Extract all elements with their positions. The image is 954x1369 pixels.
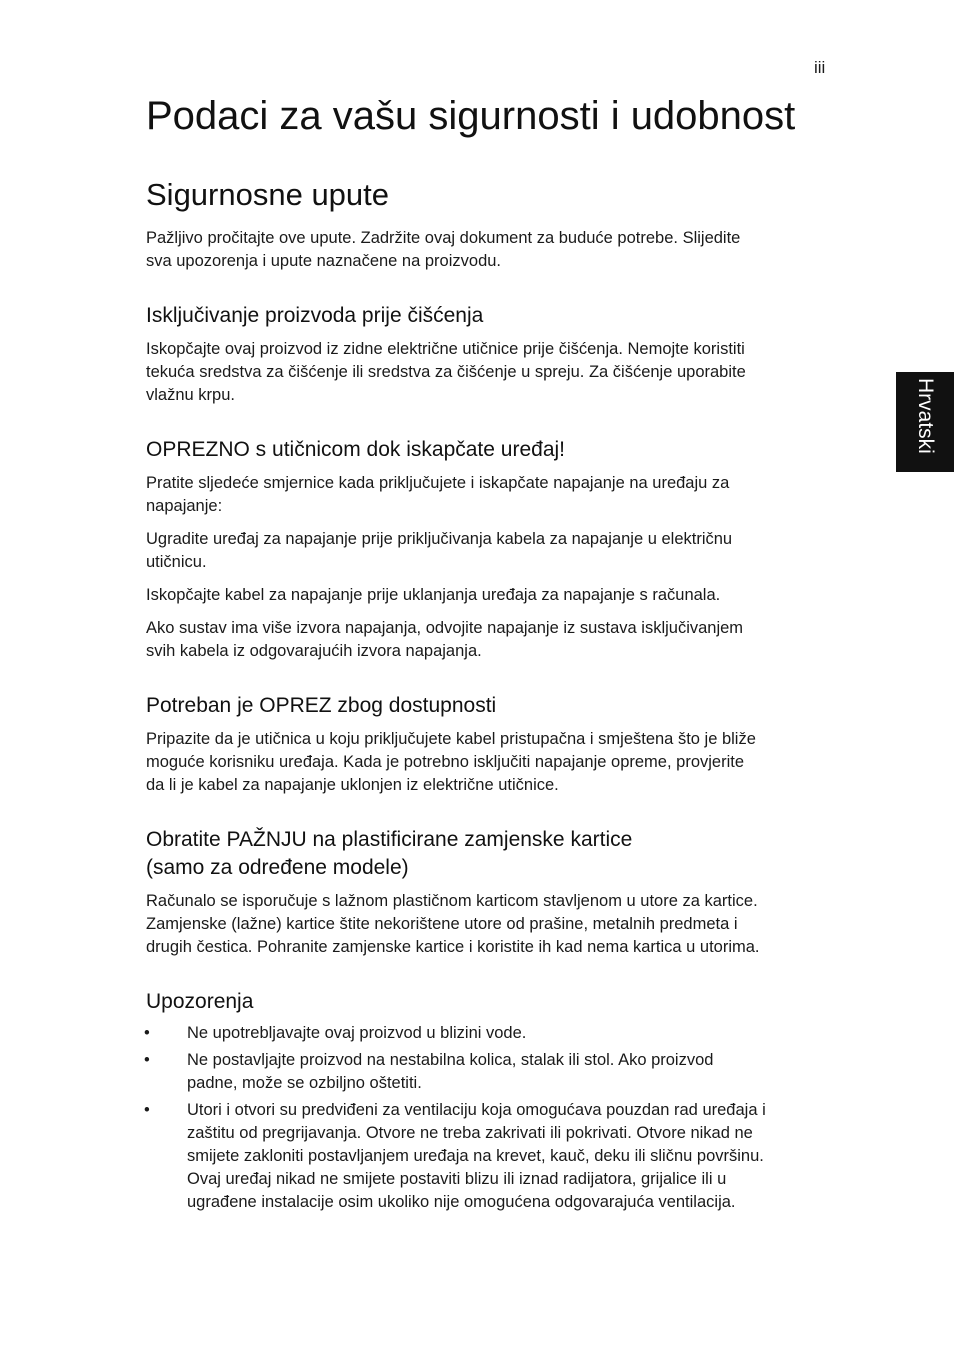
cards-paragraph: Računalo se isporučuje s lažnom plastičnom karticom stavljenom u utore za kartice. Zamjenske (lažne) kartice štite nekorištene utore od prašine, metalnih predmeta i drugih čestica. Pohranite zamjenske kartice i koristite ih kad nema kartica u utorima. (146, 892, 760, 956)
page-content (146, 92, 846, 1214)
plug-paragraph-4: Ako sustav ima više izvora napajanja, odvojite napajanje iz sustava isključivanjem svih kabela iz odgovarajućih izvora napajanja. (146, 619, 744, 660)
warnings-heading: Upozorenja (146, 990, 254, 1013)
page-title: Podaci za vašu sigurnosti i udobnost (146, 94, 796, 138)
accessibility-heading: Potreban je OPREZ zbog dostupnosti (146, 694, 497, 717)
list-item: • Utori i otvori su predviđeni za ventilaciju koja omogućava pouzdan rad uređaja i zaštitu od pregrijavanja. Otvore ne treba zakrivati ili pokrivati. Otvore nikad ne smijete zakloniti postavljanjem uređaja na krevet, kauč, deku ili sličnu površinu. Ovaj uređaj nikad ne smijete postaviti blizu ili iznad radijatora, grijalice ili u ugrađene instalacije osim ukoliko nije omogućena odgovarajuća ventilacija. (144, 1101, 766, 1211)
intro-paragraph: Pažljivo pročitajte ove upute. Zadržite ovaj dokument za buduće potrebe. Slijedite sva upozorenja i upute naznačene na proizvodu. (146, 229, 741, 270)
language-tab-label: Hrvatski (914, 378, 937, 454)
cleaning-paragraph: Iskopčajte ovaj proizvod iz zidne električne utičnice prije čišćenja. Nemojte koristiti tekuća sredstva za čišćenje ili sredstva za čišćenje u spreju. Za čišćenje uporabite vlažnu krpu. (146, 340, 746, 404)
language-tab (896, 372, 954, 472)
page-number: iii (814, 58, 826, 77)
section-title: Sigurnosne upute (146, 177, 390, 212)
bullet-icon: • (144, 1101, 150, 1119)
plug-paragraph-1: Pratite sljedeće smjernice kada priključujete i iskapčate napajanje na uređaju za napajanje: (146, 474, 730, 515)
warnings-list (146, 1022, 846, 1214)
bullet-icon: • (144, 1024, 150, 1042)
plug-paragraph-3: Iskopčajte kabel za napajanje prije uklanjanja uređaja za napajanje s računala. (146, 586, 721, 604)
list-item: • Ne upotrebljavajte ovaj proizvod u blizini vode. (146, 1022, 846, 1045)
list-item: • Ne postavljajte proizvod na nestabilna kolica, stalak ili stol. Ako proizvod padne, može se ozbiljno oštetiti. (144, 1051, 714, 1092)
accessibility-paragraph: Pripazite da je utičnica u koju priključujete kabel pristupačna i smještena što je bliže moguće korisniku uređaja. Kada je potrebno isključiti napajanje opreme, provjerite da li je kabel za napajanje uklonjen iz električne utičnice. (146, 730, 756, 794)
cleaning-heading: Isključivanje proizvoda prije čišćenja (146, 304, 484, 327)
cards-heading: Obratite PAŽNJU na plastificirane zamjenske kartice (samo za određene modele) (146, 828, 633, 879)
bullet-icon: • (144, 1051, 150, 1069)
plug-caution-heading: OPREZNO s utičnicom dok iskapčate uređaj! (146, 438, 565, 461)
plug-paragraph-2: Ugradite uređaj za napajanje prije priključivanja kabela za napajanje u električnu utičnicu. (146, 530, 733, 571)
